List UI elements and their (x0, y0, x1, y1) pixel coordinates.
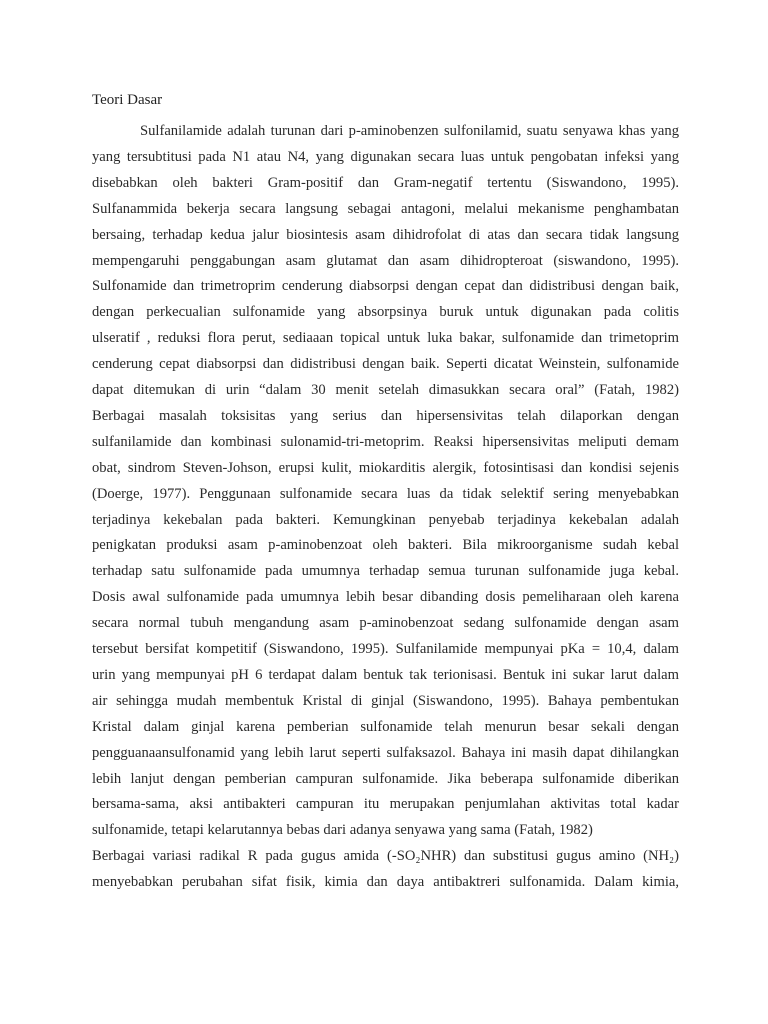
text-line: air sehingga mudah membentuk Kristal di ginjal (Siswandono, 1995). Bahaya pembentukan (92, 692, 679, 709)
text-line: secara normal tubuh mengandung asam p-aminobenzoat sedang sulfonamide dengan asam (92, 615, 679, 632)
text-line: urin yang mempunyai pH 6 terdapat dalam bentuk tak terionisasi. Bentuk ini sukar larut dalam (92, 666, 679, 683)
text-line: Kristal dalam ginjal karena pemberian sulfonamide telah menurun besar sekali dengan (92, 718, 679, 735)
text-line: Sulfonamide dan trimetroprim cenderung diabsorpsi dengan cepat dan didistribusi dengan baik, (92, 278, 679, 295)
text-line: dapat ditemukan di urin “dalam 30 menit setelah dimasukkan secara oral” (Fatah, 1982) (92, 382, 679, 398)
text-line: Dosis awal sulfonamide pada umumnya lebih besar dibanding dosis pemeliharaan oleh karena (92, 589, 679, 606)
text-line: mempengaruhi penggabungan asam glutamat dan asam dihidropteroat (siswandono, 1995). (92, 252, 679, 269)
text-line: sulfonamide, tetapi kelarutannya bebas dari adanya senyawa yang sama (Fatah, 1982) (92, 822, 593, 839)
text-line: cenderung cepat diabsorpsi dan didistribusi dengan baik. Seperti dicatat Weinstein, sulfonamide (92, 356, 679, 373)
text-line: tersebut bersifat kompetitif (Siswandono, 1995). Sulfanilamide mempunyai pKa = 10,4, dalam (92, 641, 679, 657)
text-line: Berbagai masalah toksisitas yang serius dan hipersensivitas telah dilaporkan dengan (92, 407, 679, 424)
text-line: dengan perkecualian sulfonamide yang absorpsinya buruk untuk digunakan pada colitis (92, 304, 679, 321)
text-line: Sulfanammida bekerja secara langsung sebagai antagoni, melalui mekanisme penghambatan (92, 200, 679, 217)
text-line: sulfanilamide dan kombinasi sulonamid-tri-metoprim. Reaksi hipersensivitas meliputi demam (92, 433, 679, 450)
text-line: disebabkan oleh bakteri Gram-positif dan Gram-negatif tertentu (Siswandono, 1995). (92, 174, 679, 191)
text-line: terhadap satu sulfonamide pada umumnya terhadap semua turunan sulfonamide juga kebal. (92, 563, 679, 580)
text-line: bersaing, terhadap kedua jalur biosintesis asam dihidrofolat di atas dan secara tidak langsung (92, 226, 679, 243)
text-line: penigkatan produksi asam p-aminobenzoat oleh bakteri. Bila mikroorganisme sudah kebal (92, 537, 679, 554)
text-line: menyebabkan perubahan sifat fisik, kimia dan daya antibaktreri sulfonamida. Dalam kimia, (92, 874, 679, 891)
text-line: pengguanaansulfonamid yang lebih larut seperti sulfaksazol. Bahaya ini masih dapat dihilangkan (92, 744, 679, 761)
text-line: Berbagai variasi radikal R pada gugus amida (-SO₂NHR) dan substitusi gugus amino (NH₂) (92, 848, 679, 865)
text-line: (Doerge, 1977). Penggunaan sulfonamide secara luas da tidak selektif sering menyebabkan (92, 485, 679, 502)
text-line: bersama-sama, aksi antibakteri campuran itu merupakan penjumlahan aktivitas total kadar (92, 796, 679, 813)
text-line: ulseratif , reduksi flora perut, sediaaan topical untuk luka bakar, sulfonamide dan trimetoprim (92, 330, 679, 347)
text-line: lebih lanjut dengan pemberian campuran sulfonamide. Jika beberapa sulfonamide diberikan (92, 770, 679, 787)
text-line: yang tersubtitusi pada N1 atau N4, yang digunakan secara luas untuk pengobatan infeksi yang (92, 148, 679, 165)
text-line: Sulfanilamide adalah turunan dari p-aminobenzen sulfonilamid, suatu senyawa khas yang (140, 123, 679, 139)
text-line: obat, sindrom Steven-Johson, erupsi kulit, miokarditis alergik, fotosintisasi dan kondisi sejenis (92, 459, 679, 476)
page-title: Teori Dasar (92, 92, 163, 108)
text-line: terjadinya kekebalan pada bakteri. Kemungkinan penyebab terjadinya kekebalan adalah (92, 511, 679, 528)
